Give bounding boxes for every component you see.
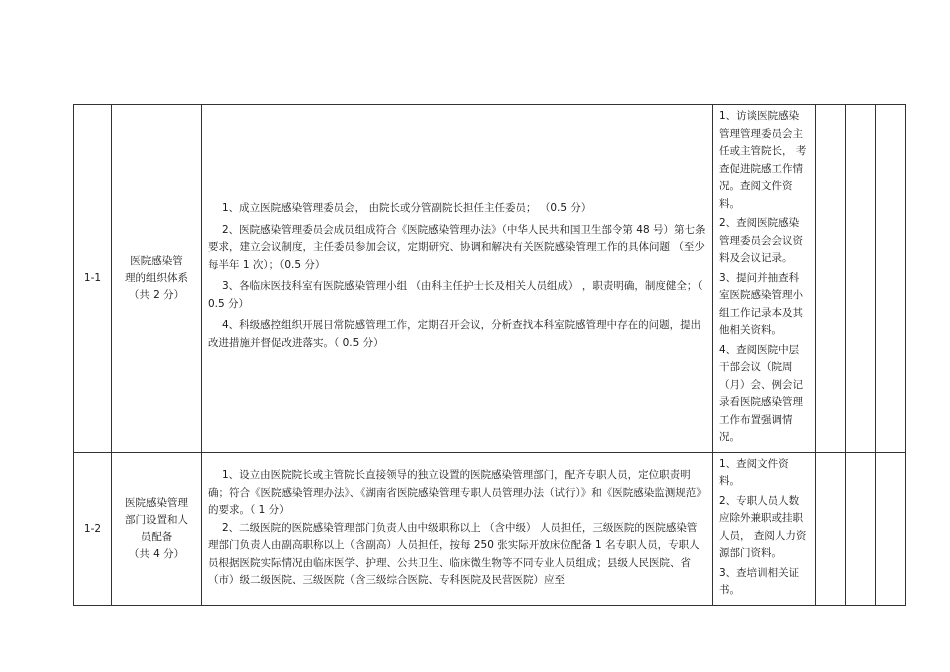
standard-text: 2、医院感染管理委员会成员组成符合《医院感染管理办法》（中华人民共和国卫生部令第 48 号）第七条要求，建立会议制度，主任委员参加会议，定期研究、协调和解决有关医院感染管理工作的具体问题 （至少每半年 1 次）；（0.5 分） xyxy=(208,223,706,271)
score-cell xyxy=(876,105,906,453)
score-cell xyxy=(876,452,906,605)
item-line: 员配备 xyxy=(140,530,173,543)
standard-text: 2、二级医院的医院感染管理部门负责人由中级职称以上 （含中级） 人员担任，三级医院的医院感染管理部门负责人由副高职称以上（含副高）人员担任，按每 250 张实际开放床位配备 1 名专职人员，专职人员根据医院实际情况由临床医学、护理、公共卫生、临床微生物等不同专业人员组成；县级人民医院、省（市）级二级医院、三级医院（含三级综合医院、专科医院及民营医院）应至 xyxy=(208,521,700,587)
method-cell xyxy=(713,105,816,453)
item-line: 部门设置和人 xyxy=(125,513,188,526)
standard-text: 4、科级感控组织开展日常院感管理工作，定期召开会议，分析查找本科室院感管理中存在的问题，提出改进措施并督促改进落实。（ 0.5 分） xyxy=(208,319,702,349)
evaluation-table xyxy=(73,104,906,606)
item-line: 理的组织体系 xyxy=(125,271,188,284)
row-id: 1-2 xyxy=(74,452,112,605)
item-line: （共 2 分） xyxy=(128,288,185,301)
row-id: 1-1 xyxy=(74,105,112,453)
method-text: 2、专职人员人数应除外兼职或挂职人员， 查阅人力资源部门资料。 xyxy=(719,494,807,559)
method-cell xyxy=(713,452,816,605)
score-cell xyxy=(816,452,846,605)
method-text: 1、查阅文件资料。 xyxy=(719,457,789,487)
standard-cell xyxy=(202,105,713,453)
item-line: 医院感染管 xyxy=(130,254,183,267)
score-cell xyxy=(816,105,846,453)
score-cell xyxy=(846,452,876,605)
standard-text: 3、各临床医技科室有医院感染管理小组 （由科主任护士长及相关人员组成） ，职责明确，制度健全；（ 0.5 分） xyxy=(208,280,703,310)
method-text: 2、查阅医院感染管理委员会会议资料及会议记录。 xyxy=(719,217,803,264)
method-text: 4、查阅医院中层干部会议（院周（月）会、例会记录看医院感染管理工作布置强调情况。 xyxy=(719,343,803,443)
score-cell xyxy=(846,105,876,453)
standard-cell xyxy=(202,452,713,605)
method-text: 3、提问并抽查科室医院感染管理小组工作记录本及其他相关资料。 xyxy=(719,271,803,336)
item-cell xyxy=(112,105,202,453)
item-line: （共 4 分） xyxy=(128,547,185,560)
table-row xyxy=(74,105,906,453)
standard-text: 1、设立由医院院长或主管院长直接领导的独立设置的医院感染管理部门，配齐专职人员，定位职责明确；符合《医院感染管理办法》、《湖南省医院感染管理专职人员管理办法（试行）》和《医院感染监测规范》的要求。（ 1 分） xyxy=(208,468,702,517)
standard-text: 1、成立医院感染管理委员会， 由院长或分管副院长担任主任委员； （0.5 分） xyxy=(222,202,592,215)
table-row xyxy=(74,452,906,605)
method-text: 1、访谈医院感染管理管理委员会主任或主管院长， 考查促进院感工作情况。查阅文件资料。 xyxy=(719,110,807,210)
item-cell xyxy=(112,452,202,605)
item-line: 医院感染管理 xyxy=(125,496,188,509)
method-text: 3、查培训相关证书。 xyxy=(719,566,800,596)
